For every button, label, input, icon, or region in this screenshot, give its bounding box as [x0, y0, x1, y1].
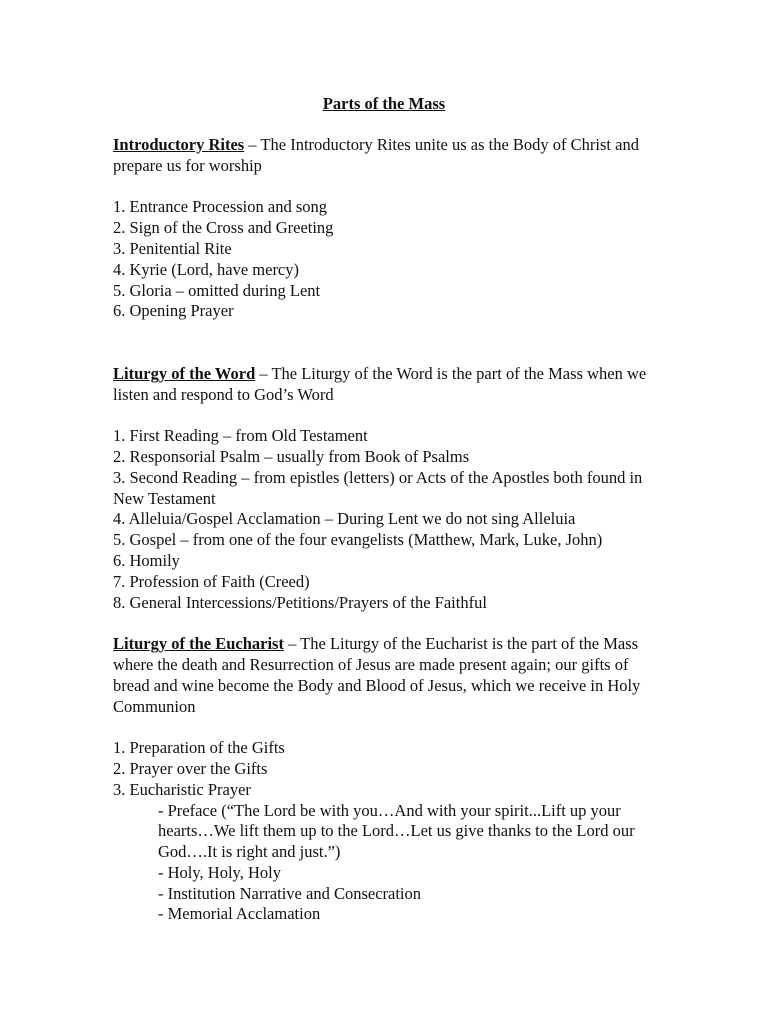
list-item: 7. Profession of Faith (Creed) [113, 571, 310, 591]
list-item: 4. Alleluia/Gospel Acclamation – During Lent we do not sing Alleluia [113, 509, 576, 529]
liturgy-of-the-eucharist-list [113, 738, 653, 800]
list-item: 1. Preparation of the Gifts [113, 738, 285, 758]
document-body [113, 135, 653, 925]
section-description: – The Liturgy of the Word is the part of the Mass when we listen and respond to God’s Word [113, 363, 647, 404]
section-description: – The Liturgy of the Eucharist is the part of the Mass where the death and Resurrection of Jesus are made present again; our gifts of bread and wine become the Body and Blood of Jesus, which we receive in Holy Communion [113, 634, 641, 716]
list-item: 5. Gloria – omitted during Lent [113, 280, 321, 300]
eucharistic-prayer-sublist [113, 801, 653, 926]
spacer [113, 405, 653, 426]
liturgy-of-the-word-list [113, 426, 653, 613]
section-liturgy-of-the-eucharist-intro [113, 634, 653, 717]
section-heading: Introductory Rites [113, 135, 245, 154]
list-item: 2. Prayer over the Gifts [113, 758, 268, 778]
section-liturgy-of-the-word-intro [113, 364, 653, 406]
section-introductory-rites-intro [113, 135, 653, 177]
list-item: 8. General Intercessions/Petitions/Prayers of the Faithful [113, 592, 487, 612]
spacer [113, 322, 653, 364]
sub-list-item: - Preface (“The Lord be with you…And with your spirit...Lift up your hearts…We lift them up to the Lord…Let us give thanks to the Lord our God….It is right and just.”) [158, 800, 635, 862]
sub-list-item: - Memorial Acclamation [158, 904, 321, 924]
spacer [113, 613, 653, 634]
sub-list-item: - Institution Narrative and Consecration [158, 883, 422, 903]
list-item: 3. Penitential Rite [113, 238, 232, 258]
list-item: 2. Responsorial Psalm – usually from Book of Psalms [113, 446, 470, 466]
section-description: – The Introductory Rites unite us as the Body of Christ and prepare us for worship [113, 135, 639, 175]
spacer [113, 717, 653, 738]
list-item: 6. Opening Prayer [113, 301, 234, 321]
list-item: 1. First Reading – from Old Testament [113, 426, 368, 446]
page-title: Parts of the Mass [322, 94, 446, 113]
list-item: 3. Eucharistic Prayer [113, 779, 251, 799]
sub-list-item: - Holy, Holy, Holy [158, 862, 281, 882]
section-heading: Liturgy of the Word [113, 363, 256, 383]
list-item: 3. Second Reading – from epistles (letters) or Acts of the Apostles both found in New Testament [113, 467, 643, 508]
list-item: 2. Sign of the Cross and Greeting [113, 218, 334, 238]
list-item: 6. Homily [113, 550, 180, 570]
list-item: 5. Gospel – from one of the four evangelists (Matthew, Mark, Luke, John) [113, 530, 603, 550]
spacer [113, 177, 653, 198]
introductory-rites-list [113, 197, 653, 322]
list-item: 1. Entrance Procession and song [113, 197, 327, 217]
list-item: 4. Kyrie (Lord, have mercy) [113, 259, 300, 279]
section-heading: Liturgy of the Eucharist [113, 634, 284, 654]
